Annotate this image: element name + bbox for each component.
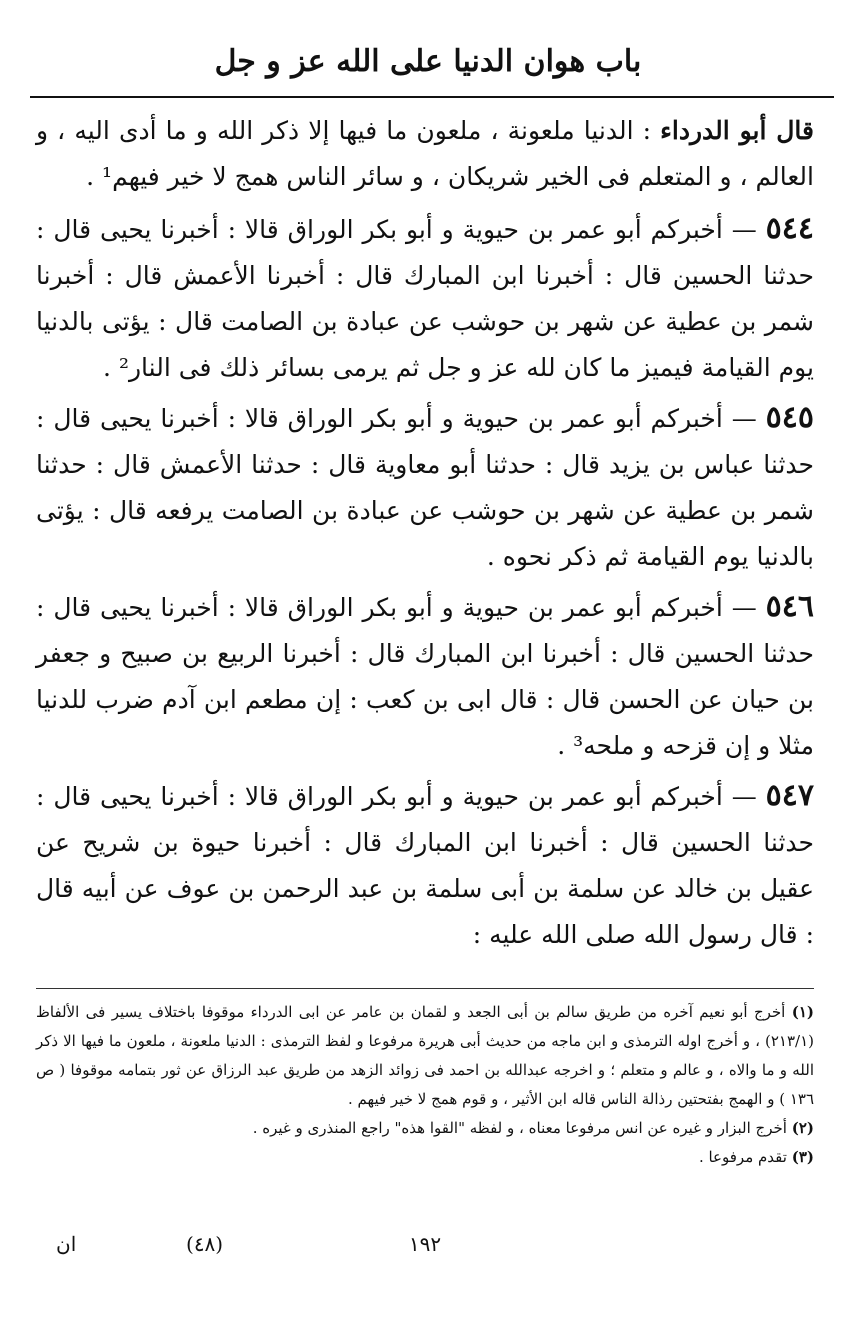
hadith-545 — [36, 395, 814, 580]
paragraph-text: : الدنيا ملعونة ، ملعون ما فيها إلا ذكر الله و ما أدى اليه ، و العالم ، و المتعلم فى الخير شريكان ، و سائر الناس همج لا خير فيهم¹ . — [36, 116, 814, 191]
paragraph-text: — أخبركم أبو عمر بن حيوية و أبو بكر الوراق قالا : أخبرنا يحيى قال : حدثنا الحسين قال : أخبرنا ابن المبارك قال : أخبرنا حيوة بن شريح عن عقيل بن خالد عن سلمة بن أبى سلمة بن عبد الرحمن بن عوف عن أبيه قال : قال رسول الله صلى الله عليه : — [36, 782, 814, 949]
catchword: ان — [56, 1232, 77, 1256]
hadith-546 — [36, 584, 814, 769]
footnote-rule — [36, 988, 814, 989]
main-text — [36, 108, 814, 962]
page-number: ١٩٢ — [408, 1232, 442, 1256]
footnote-marker: (١) — [791, 1003, 814, 1021]
footnote-text: أخرج أبو نعيم آخره من طريق سالم بن أبى الجعد و لقمان بن عامر عن ابى الدرداء موقوفا باختلاف يسير فى الألفاظ (٢١٣/١) ، و أخرج اوله الترمذى و ابن ماجه من حديث أبى هريرة مرفوعا و لفظ الترمذى : الدنيا ملعونة ، ملعون ما فيها الا ذكر الله و ما والاه ، و عالم و متعلم ؛ و اخرجه عبدالله بن احمد فى زوائد الزهد من طريق عبد الرزاق عن ثور بتمامه موقوفا ( ص ١٣٦ ) و الهمج بفتحتين رذالة الناس قاله ابن الأثير ، و قوم همج لا خير فيهم . — [36, 1003, 814, 1108]
paragraph-lead: قال أبو الدرداء — [660, 116, 814, 145]
footnote-marker: (٢) — [791, 1119, 814, 1137]
footnote-2 — [36, 1114, 814, 1143]
paragraph-text: — أخبركم أبو عمر بن حيوية و أبو بكر الوراق قالا : أخبرنا يحيى قال : حدثنا عباس بن يزيد قال : حدثنا أبو معاوية قال : حدثنا الأعمش قال : حدثنا شمر بن عطية عن شهر بن حوشب عن عبادة بن الصامت يرفعه قال : يؤتى بالدنيا يوم القيامة ثم ذكر نحوه . — [36, 404, 814, 571]
signature-mark: (٤٨) — [186, 1232, 224, 1256]
header-rule — [30, 96, 834, 98]
paragraph-intro — [36, 108, 814, 200]
hadith-544 — [36, 206, 814, 391]
page-footer — [36, 1232, 814, 1262]
footnote-3 — [36, 1143, 814, 1172]
footnote-text: تقدم مرفوعا . — [698, 1148, 787, 1166]
paragraph-text: — أخبركم أبو عمر بن حيوية و أبو بكر الوراق قالا : أخبرنا يحيى قال : حدثنا الحسين قال : أخبرنا ابن المبارك قال : أخبرنا الأعمش قال : أخبرنا شمر بن عطية عن شهر بن حوشب عن عبادة بن الصامت قال : يؤتى بالدنيا يوم القيامة فيميز ما كان لله عز و جل ثم يرمى بسائر ذلك فى النار² . — [36, 215, 814, 382]
running-head: باب هوان الدنيا على الله عز و جل — [214, 44, 642, 79]
footnote-1 — [36, 998, 814, 1114]
hadith-number: ٥٤٥ — [765, 400, 815, 435]
footnote-marker: (٣) — [791, 1148, 814, 1166]
footnote-text: أخرج البزار و غيره عن انس مرفوعا معناه ، و لفظه "القوا هذه" راجع المنذرى و غيره . — [252, 1119, 787, 1137]
paragraph-text: — أخبركم أبو عمر بن حيوية و أبو بكر الوراق قالا : أخبرنا يحيى قال : حدثنا الحسين قال : أخبرنا ابن المبارك قال : أخبرنا الربيع بن صبيح و جعفر بن حيان عن الحسن قال : قال ابى بن كعب : إن مطعم ابن آدم ضرب للدنيا مثلا و إن قزحه و ملحه³ . — [36, 593, 814, 760]
footnotes — [36, 998, 814, 1172]
hadith-number: ٥٤٤ — [765, 211, 815, 246]
hadith-547 — [36, 773, 814, 958]
hadith-number: ٥٤٧ — [765, 778, 815, 813]
hadith-number: ٥٤٦ — [765, 589, 815, 624]
